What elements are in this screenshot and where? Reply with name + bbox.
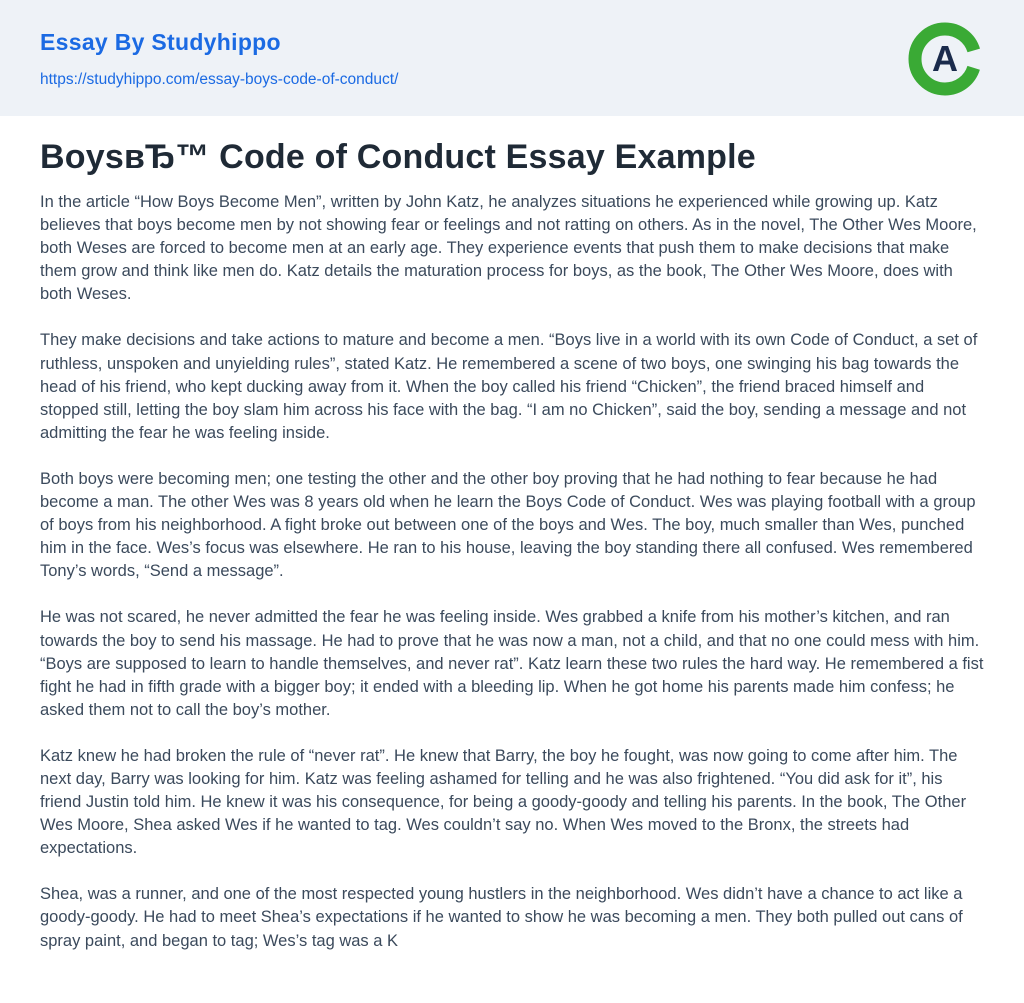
logo-letter: A [932,38,958,79]
page-header [0,0,1024,116]
article-body [40,191,984,953]
studyhippo-logo [908,22,982,96]
essay-paragraph: They make decisions and take actions to mature and become a men. “Boys live in a world with its own Code of Conduct, a set of ruthless, unspoken and unyielding rules”, stated Katz. He remembered a scene of two boys, one swinging his bag towards the head of his friend, who kept ducking away from it. When the boy called his friend “Chicken”, the friend braced himself and stopped still, letting the boy slam him across his face with the bag. “I am no Chicken”, said the boy, sending a message and not admitting the fear he was feeling inside. [40,331,978,442]
essay-title: BoysвЂ™ Code of Conduct Essay Example [40,138,756,176]
essay-paragraph: Katz knew he had broken the rule of “never rat”. He knew that Barry, the boy he fought, was now going to come after him. The next day, Barry was looking for him. Katz was feeling ashamed for telling and he was also frightened. “You did ask for it”, his friend Justin told him. He knew it was his consequence, for being a goody-goody and telling his parents. In the book, The Other Wes Moore, Shea asked Wes if he wanted to tag. Wes couldn’t say no. When Wes moved to the Bronx, the streets had expectations. [40,746,967,858]
header-text-block [40,29,398,89]
essay-paragraph: In the article “How Boys Become Men”, written by John Katz, he analyzes situations he experienced while growing up. Katz believes that boys become men by not showing fear or feelings and not ratting on others. As in the novel, The Other Wes Moore, both Weses are forced to become men at an early age. They experience events that push them to make decisions that make them grow and think like men do. Katz details the maturation process for boys, as the book, The Other Wes Moore, does with both Weses. [40,193,977,304]
studyhippo-logo-icon [908,22,982,96]
source-url-link[interactable]: https://studyhippo.com/essay-boys-code-of-conduct/ [40,71,399,88]
essay-paragraph: Both boys were becoming men; one testing the other and the other boy proving that he had nothing to fear because he had become a man. The other Wes was 8 years old when he learn the Boys Code of Conduct. Wes was playing football with a group of boys from his neighborhood. A fight broke out between one of the boys and Wes. The boy, much smaller than Wes, punched him in the face. Wes’s focus was elsewhere. He ran to his house, leaving the boy standing there all confused. Wes remembered Tony’s words, “Send a message”. [40,469,976,581]
essay-paragraph: Shea, was a runner, and one of the most respected young hustlers in the neighborhood. Wes didn’t have a chance to act like a goody-goody. He had to meet Shea’s expectations if he wanted to show he was becoming a men. They both pulled out cans of spray paint, and began to tag; Wes’s tag was a K [40,885,963,950]
site-title: Essay By Studyhippo [40,29,281,55]
article-container [0,116,1024,993]
essay-paragraph: He was not scared, he never admitted the fear he was feeling inside. Wes grabbed a knife from his mother’s kitchen, and ran towards the boy to send his massage. He had to prove that he was now a man, not a child, and that no one could mess with him. “Boys are supposed to learn to handle themselves, and never rat”. Katz learn these two rules the hard way. He remembered a fist fight he had in fifth grade with a bigger boy; it ended with a bleeding lip. When he got home his parents made him confess; he asked them not to call the boy’s mother. [40,608,984,719]
